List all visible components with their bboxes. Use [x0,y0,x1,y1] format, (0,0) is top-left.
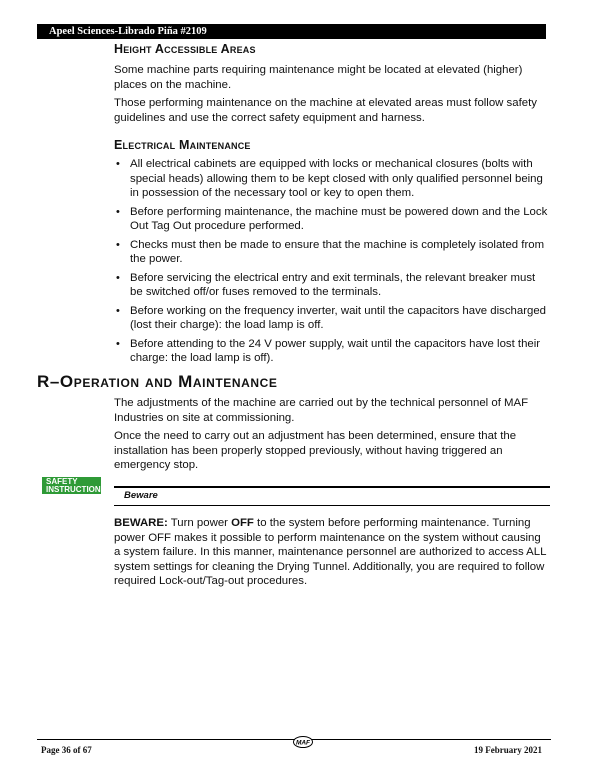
electrical-bullet-list [114,157,550,366]
safety-rule-top [114,486,550,488]
beware-off: OFF [231,517,254,529]
maf-logo [293,736,313,748]
section-title: R–Operation and Maintenance [37,372,278,391]
badge-line-1: SAFETY [46,477,78,486]
list-item: • Checks must then be made to ensure that the machine is completely isolated from the power. [114,238,550,267]
height-paragraph-1: Some machine parts requiring maintenance might be located at elevated (higher) places on the machine. [114,64,523,91]
safety-rule-bottom [114,505,550,506]
document-header: Apeel Sciences-Librado Piña #2109 [37,24,546,39]
beware-paragraph [114,516,550,589]
height-paragraph-2: Those performing maintenance on the machine at elevated areas must follow safety guidelines and use the correct safety equipment and harness. [114,97,537,124]
beware-text-2: to the system before performing maintenance. Turning power OFF makes it possible to perform maintenance on the system without causing a system failure. In this manner, maintenance personnel are authorized to access ALL system settings for cleaning the Drying Tunnel. Additionally, you are required to follow required Lock-out/Tag-out procedures. [114,517,547,587]
operation-paragraph-1: The adjustments of the machine are carried out by the technical personnel of MAF Industries on site at commissioning. [114,397,529,424]
list-item: • Before attending to the 24 V power supply, wait until the capacitors have lost their charge: the load lamp is off). [114,337,550,366]
badge-line-2: INSTRUCTIONS [46,485,106,494]
list-item: • Before working on the frequency inverter, wait until the capacitors have discharged (lost their charge): the load lamp is off. [114,304,550,333]
maf-logo-text: MAF [295,739,311,747]
page-number: Page 36 of 67 [41,745,92,755]
electrical-heading: Electrical Maintenance [114,138,251,152]
list-item: • All electrical cabinets are equipped with locks or mechanical closures (bolts with special heads) allowing them to be kept closed with only qualified personnel being in possession of the necessary tool or key to open them. [114,157,550,201]
operation-paragraph-2: Once the need to carry out an adjustment has been determined, ensure that the installation has been properly stopped previously, without having triggered an emergency stop. [114,430,517,471]
beware-text-1: Turn power [167,517,232,529]
beware-label: Beware [124,490,158,501]
footer-date: 19 February 2021 [474,745,542,755]
list-item: • Before performing maintenance, the machine must be powered down and the Lock Out Tag Out procedure performed. [114,205,550,234]
height-heading: Height Accessible Areas [114,42,256,56]
beware-lead: BEWARE: [114,517,168,529]
safety-instructions-badge [42,477,106,494]
list-item: • Before servicing the electrical entry and exit terminals, the relevant breaker must be switched off/or fuses removed to the terminals. [114,271,550,300]
